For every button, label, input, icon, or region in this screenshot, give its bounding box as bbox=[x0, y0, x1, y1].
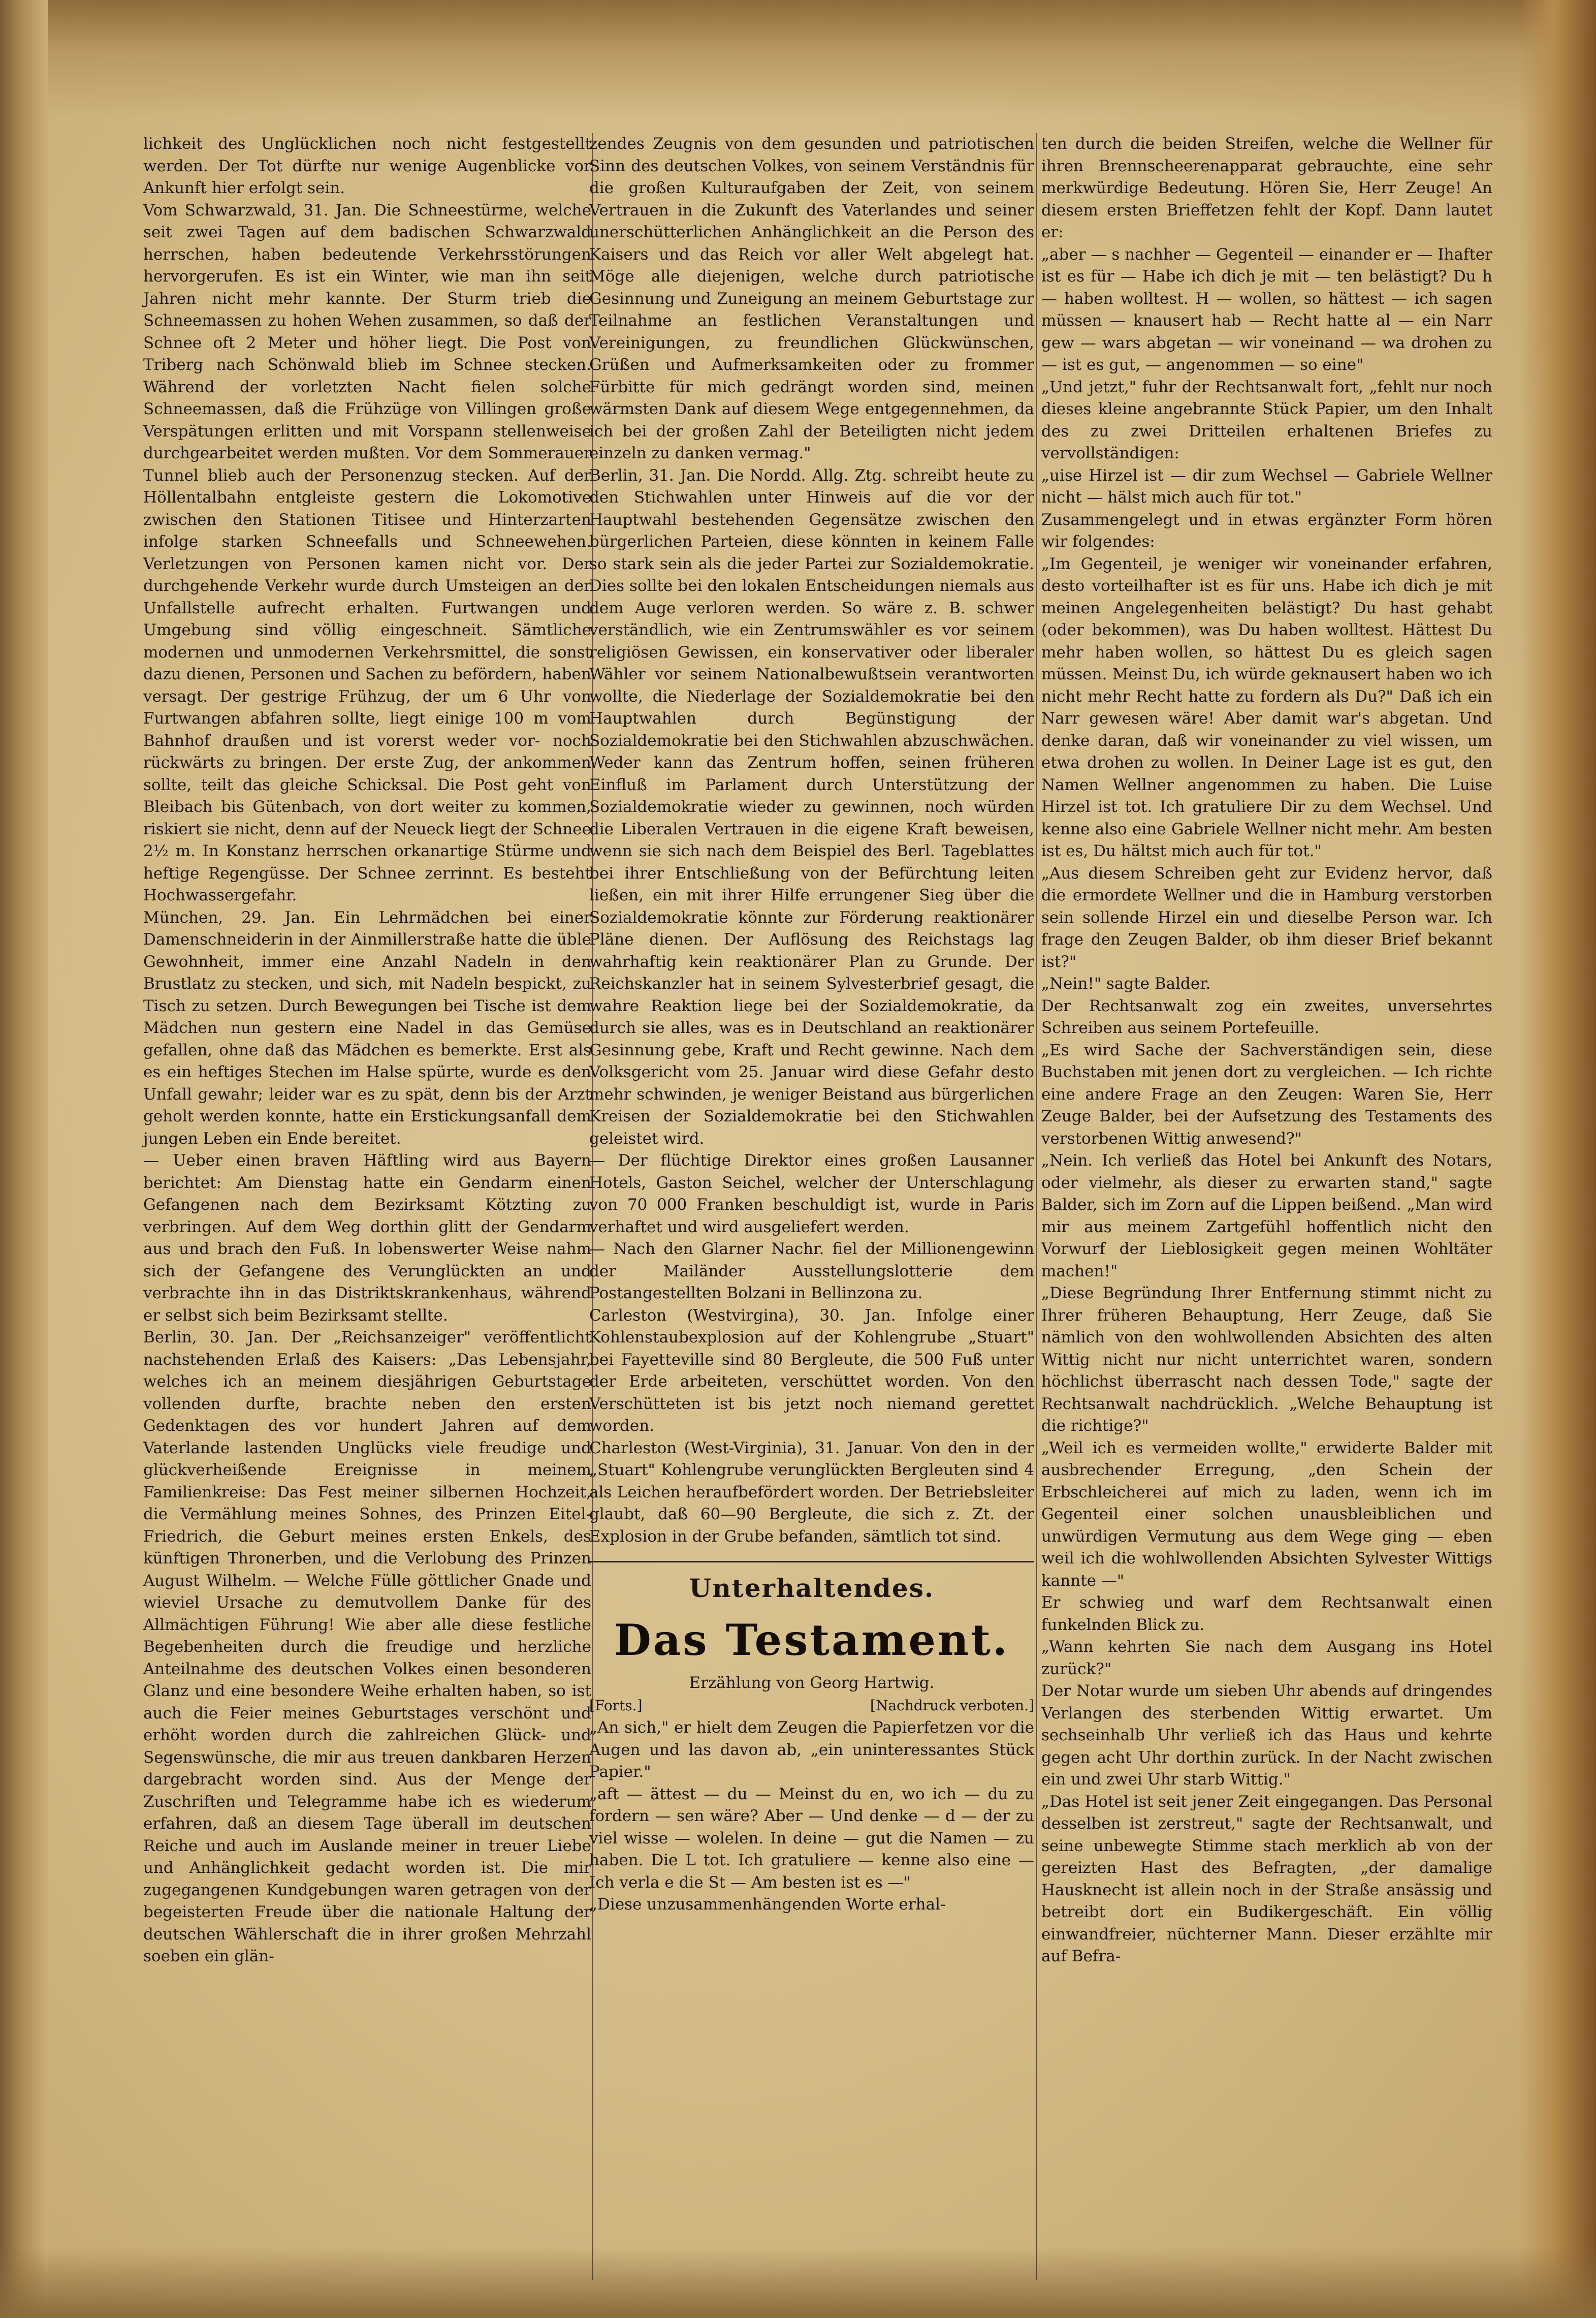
column-1 bbox=[143, 133, 591, 1968]
paragraph: „Nein. Ich verließ das Hotel bei Ankunft des Notars, oder vielmehr, als dieser zu erwarten stand," sagte Balder, sich im Zorn auf die Lippen beißend. „Man wird mir aus meinem Zartgefühl hoffentlich nicht den Vorwurf der Lieblosigkeit gegen meinen Wohltäter machen!" bbox=[1041, 1151, 1492, 1280]
paragraph: „aft — ättest — du — Meinst du en, wo ich — du zu fordern — sen wäre? Aber — Und denke — d — der zu viel wisse — wolelen. In deine — gut die Namen — zu haben. Die L tot. Ich gratuliere — kenne also eine — Ich verla e die St — Am besten ist es —" bbox=[589, 1784, 1034, 1892]
paragraph: „Weil ich es vermeiden wollte," erwiderte Balder mit ausbrechender Erregung, „den Schein der Erbschleicherei auf mich zu laden, wenn ich im Gegenteil einer solchen unausbleiblichen und unwürdigen Vermutung aus dem Wege ging — eben weil ich die wohlwollenden Absichten Sylvester Wittigs kannte —" bbox=[1041, 1438, 1492, 1590]
paragraph: — Ueber einen braven Häftling wird aus Bayern berichtet: Am Dienstag hatte ein Gendarm einen Gefangenen nach dem Bezirksamt Kötzting zu verbringen. Auf dem Weg dorthin glitt der Gendarm aus und brach den Fuß. In lobenswerter Weise nahm sich der Gefangene des Verunglückten an und verbrachte ihn in das Distriktskrankenhaus, während er selbst sich beim Bezirksamt stellte. bbox=[143, 1151, 591, 1325]
paragraph: Carleston (Westvirgina), 30. Jan. Infolge einer Kohlenstaubexplosion auf der Kohlengrube „Stuart" bei Fayetteville sind 80 Bergleute, die 500 Fuß unter der Erde arbeiteten, verschüttet worden. Von den Verschütteten ist bis jetzt noch niemand gerettet worden. bbox=[589, 1306, 1034, 1435]
paragraph: „Wann kehrten Sie nach dem Ausgang ins Hotel zurück?" bbox=[1041, 1638, 1492, 1678]
paragraph: „uise Hirzel ist — dir zum Wechsel — Gabriele Wellner nicht — hälst mich auch für tot." bbox=[1041, 466, 1492, 507]
section-heading: Unterhaltendes. bbox=[689, 1573, 935, 1603]
paragraph: Der Rechtsanwalt zog ein zweites, unversehrtes Schreiben aus seinem Portefeuille. bbox=[1041, 996, 1492, 1037]
paragraph: „Diese Begründung Ihrer Entfernung stimmt nicht zu Ihrer früheren Behauptung, Herr Zeuge, daß Sie nämlich von den wohlwollenden Absichten des alten Wittig nicht nur nicht unterrichtet waren, sondern höchlichst überrascht nach dessen Tode," sagte der Rechtsanwalt nachdrücklich. „Welche Behauptung ist die richtige?" bbox=[1041, 1284, 1492, 1435]
story-title: Das Testament. bbox=[614, 1615, 1010, 1665]
paragraph: „Im Gegenteil, je weniger wir voneinander erfahren, desto vorteilhafter ist es für uns. Habe ich dich je mit meinen Angelegenheiten belästigt? Du hast gehabt (oder bekommen), was Du haben wolltest. Hättest Du mehr haben wollen, so hättest Du es gleich sagen müssen. Meinst Du, ich würde geknausert haben wo ich nicht mehr Recht hatte zu fordern als Du?" Daß ich ein Narr gewesen wäre! Aber damit war's abgetan. Und denke daran, daß wir voneinander zu viel wissen, um etwa drohen zu wollen. In Deiner Lage ist es gut, den Namen Wellner angenommen zu haben. Die Luise Hirzel ist tot. Ich gratuliere Dir zu dem Wechsel. Und kenne also eine Gabriele Wellner nicht mehr. Am besten ist es, Du hältst mich auch für tot." bbox=[1041, 554, 1492, 860]
story-meta bbox=[589, 1695, 1034, 1717]
reprint-notice: [Nachdruck verboten.] bbox=[870, 1697, 1034, 1714]
column-3 bbox=[1041, 133, 1492, 1968]
paragraph: „Diese unzusammenhängenden Worte erhal- bbox=[589, 1895, 946, 1914]
paragraph: Der Notar wurde um sieben Uhr abends auf dringendes Verlangen des sterbenden Wittig erwartet. Um sechseinhalb Uhr verließ ich das Haus und kehrte gegen acht Uhr dorthin zurück. In der Nacht zwischen ein und zwei Uhr starb Wittig." bbox=[1041, 1682, 1492, 1789]
paragraph: zendes Zeugnis von dem gesunden und patriotischen Sinn des deutschen Volkes, von seinem Verständnis für die großen Kulturaufgaben der Zeit, von seinem Vertrauen in die Zukunft des Vaterlandes und seiner unerschütterlichen Anhänglichkeit an die Person des Kaisers und das Reich vor aller Welt abgelegt hat. Möge alle diejenigen, welche durch patriotische Gesinnung und Zuneigung an meinem Geburtstage zur Teilnahme an festlichen Veranstaltungen und Vereinigungen, zu freundlichen Glückwünschen, Grüßen und Aufmerksamkeiten oder zu frommer Fürbitte für mich gedrängt worden sind, meinen wärmsten Dank auf diesem Wege entgegennehmen, da ich bei der großen Zahl der Beteiligten nicht jedem einzeln zu danken vermag." bbox=[589, 135, 1034, 462]
paper-edge-right bbox=[1520, 0, 1596, 2318]
paragraph: Er schwieg und warf dem Rechtsanwalt einen funkelnden Blick zu. bbox=[1041, 1593, 1492, 1634]
paragraph: „Aus diesem Schreiben geht zur Evidenz hervor, daß die ermordete Wellner und die in Hamburg verstorben sein sollende Hirzel ein und dieselbe Person war. Ich frage den Zeugen Balder, ob ihm dieser Brief bekannt ist?" bbox=[1041, 864, 1492, 971]
column-2 bbox=[589, 133, 1034, 1916]
paragraph: „Das Hotel ist seit jener Zeit eingegangen. Das Personal desselben ist zerstreut," sagte der Rechtsanwalt, und seine unbewegte Stimme stach merklich ab von der gereizten Hast des Befragten, „der damalige Hausknecht ist allein noch in der Straße ansässig und betreibt dort ein Budikergeschäft. Ein völlig einwandfreier, nüchterner Mann. Dieser erzählte mir auf Befra- bbox=[1041, 1792, 1492, 1965]
paragraph: Vom Schwarzwald, 31. Jan. Die Schneestürme, welche seit zwei Tagen auf dem badischen Schwarzwald herrschen, haben bedeutende Verkehrsstörungen hervorgerufen. Es ist ein Winter, wie man ihn seit Jahren nicht mehr kannte. Der Sturm trieb die Schneemassen zu hohen Wehen zusammen, so daß der Schnee oft 2 Meter und höher liegt. Die Post von Triberg nach Schönwald blieb im Schnee stecken. Während der vorletzten Nacht fielen solche Schneemassen, daß die Frühzüge von Villingen große Verspätungen erlitten und mit Vorspann stellenweise durchgearbeitet werden mußten. Vor dem Sommerauer Tunnel blieb auch der Personenzug stecken. Auf der Höllentalbahn entgleiste gestern die Lokomotive zwischen den Stationen Titisee und Hinterzarten infolge starken Schneefalls und Schneewehen. Verletzungen von Personen kamen nicht vor. Der durchgehende Verkehr wurde durch Umsteigen an der Unfallstelle aufrecht erhalten. Furtwangen und Umgebung sind völlig eingeschneit. Sämtliche modernen und unmodernen Verkehrsmittel, die sonst dazu dienen, Personen und Sachen zu befördern, haben versagt. Der gestrige Frühzug, der um 6 Uhr von Furtwangen abfahren sollte, liegt einige 100 m vom Bahnhof draußen und ist vorerst weder vor- noch rückwärts zu bringen. Der erste Zug, der ankommen sollte, teilt das gleiche Schicksal. Die Post geht von Bleibach bis Gütenbach, von dort weiter zu kommen, riskiert sie nicht, denn auf der Neueck liegt der Schnee 2½ m. In Konstanz herrschen orkanartige Stürme und heftige Regengüsse. Der Schnee zerrinnt. Es besteht Hochwassergefahr. bbox=[143, 201, 591, 904]
continuation-note: [Forts.] bbox=[589, 1697, 643, 1714]
paragraph: Charleston (West-Virginia), 31. Januar. Von den in der „Stuart" Kohlengrube verunglückten Bergleuten sind 4 als Leichen heraufbefördert worden. Der Betriebsleiter glaubt, daß 60—90 Bergleute, die sich z. Zt. der Explosion in der Grube befanden, sämtlich tot sind. bbox=[589, 1438, 1034, 1546]
paragraph: lichkeit des Unglücklichen noch nicht festgestellt werden. Der Tot dürfte nur wenige Augenblicke vor Ankunft hier erfolgt sein. bbox=[143, 135, 591, 197]
paragraph: München, 29. Jan. Ein Lehrmädchen bei einer Damenschneiderin in der Ainmillerstraße hatte die üble Gewohnheit, immer eine Anzahl Nadeln in den Brustlatz zu stecken, und sich, mit Nadeln bespickt, zu Tisch zu setzen. Durch Bewegungen bei Tische ist dem Mädchen nun gestern eine Nadel in das Gemüse gefallen, ohne daß das Mädchen es bemerkte. Erst als es ein heftiges Stechen im Halse spürte, wurde es den Unfall gewahr; leider war es zu spät, denn bis der Arzt geholt werden konnte, hatte ein Erstickungsanfall dem jungen Leben ein Ende bereitet. bbox=[143, 908, 591, 1148]
paragraph: „aber — s nachher — Gegenteil — einander er — Ihafter ist es für — Habe ich dich je mit — ten belästigt? Du h — haben wolltest. H — wollen, so hättest — ich sagen müssen — knausert hab — Recht hatte al — ein Narr gew — wars abgetan — wir voneinand — wa drohen zu — ist es gut, — angenommen — so eine" bbox=[1041, 245, 1492, 374]
paper-edge-top bbox=[0, 0, 1596, 117]
paper-edge-bottom bbox=[0, 2247, 1596, 2318]
paragraph: Berlin, 31. Jan. Die Nordd. Allg. Ztg. schreibt heute zu den Stichwahlen unter Hinweis auf die vor der Hauptwahl bestehenden Gegensätze zwischen den bürgerlichen Parteien, diese könnten in keinem Falle so stark sein als die jeder Partei zur Sozialdemokratie. Dies sollte bei den lokalen Entscheidungen niemals aus dem Auge verloren werden. So wäre z. B. schwer verständlich, wie ein Zentrumswähler es vor seinem religiösen Gewissen, ein konservativer oder liberaler Wähler vor seinem Nationalbewußtsein verantworten wollte, die Niederlage der Sozialdemokratie bei den Hauptwahlen durch Begünstigung der Sozialdemokratie bei den Stichwahlen abzuschwächen. Weder kann das Zentrum hoffen, seinen früheren Einfluß im Parlament durch Unterstützung der Sozialdemokratie wieder zu gewinnen, noch würden die Liberalen Vertrauen in die eigene Kraft beweisen, wenn sie sich nach dem Beispiel des Berl. Tageblattes bei ihrer Entschließung von der Befürchtung leiten ließen, ein mit ihrer Hilfe errungener Sieg über die Sozialdemokratie könnte zur Förderung reaktionärer Pläne dienen. Der Auflösung des Reichstags lag wahrhaftig kein reaktionärer Plan zu Grunde. Der Reichskanzler hat in seinem Sylvesterbrief gesagt, die wahre Reaktion liege bei der Sozialdemokratie, da durch sie alles, was es in Deutschland an reaktionärer Gesinnung gebe, Kraft und Recht gewinne. Nach dem Volksgericht vom 25. Januar wird diese Gefahr desto mehr schwinden, je weniger Beistand aus bürgerlichen Kreisen der Sozialdemokratie bei den Stichwahlen geleistet wird. bbox=[589, 466, 1034, 1148]
paragraph: „Es wird Sache der Sachverständigen sein, diese Buchstaben mit jenen dort zu vergleichen. — Ich richte eine andere Frage an den Zeugen: Waren Sie, Herr Zeuge Balder, bei der Aufsetzung des Testaments des verstorbenen Wittig anwesend?" bbox=[1041, 1041, 1492, 1148]
paper-edge-left bbox=[0, 0, 48, 2318]
paragraph: ten durch die beiden Streifen, welche die Wellner für ihren Brennscheerenapparat gebrauchte, eine sehr merkwürdige Bedeutung. Hören Sie, Herr Zeuge! An diesem ersten Brieffetzen fehlt der Kopf. Dann lautet er: bbox=[1041, 135, 1492, 241]
paragraph: Berlin, 30. Jan. Der „Reichsanzeiger" veröffentlicht nachstehenden Erlaß des Kaisers: „Das Lebensjahr, welches ich an meinem diesjährigen Geburtstage vollenden durfte, brachte neben den ersten Gedenktagen des vor hundert Jahren auf dem Vaterlande lastenden Unglücks viele freudige und glückverheißende Ereignisse in meinem Familienkreise: Das Fest meiner silbernen Hochzeit, die Vermählung meines Sohnes, des Prinzen Eitel-Friedrich, die Geburt meines ersten Enkels, des künftigen Thronerben, und die Verlobung des Prinzen August Wilhelm. — Welche Fülle göttlicher Gnade und wieviel Ursache zu demutvollem Danke für des Allmächtigen Führung! Wie aber alle diese festliche Begebenheiten durch die freudige und herzliche Anteilnahme des deutschen Volkes einen besonderen Glanz und eine besondere Weihe erhalten haben, so ist auch die Feier meines Geburtstages verschönt und erhöht worden durch die zahlreichen Glück- und Segenswünsche, die mir aus treuen dankbaren Herzen dargebracht worden sind. Aus der Menge der Zuschriften und Telegramme habe ich es wiederum erfahren, daß an diesem Tage überall im deutschen Reiche und auch im Auslande meiner in treuer Liebe und Anhänglichkeit gedacht worden ist. Die mir zugegangenen Kundgebungen waren getragen von der begeisterten Freude über die nationale Haltung der deutschen Wählerschaft die in ihrer großen Mehrzahl soeben ein glän- bbox=[143, 1328, 591, 1965]
paragraph: „Nein!" sagte Balder. bbox=[1041, 975, 1211, 993]
feuilleton-section bbox=[589, 1561, 1034, 1916]
paragraph: — Nach den Glarner Nachr. fiel der Millionengewinn der Mailänder Ausstellungslotterie dem Postangestellten Bolzani in Bellinzona zu. bbox=[589, 1240, 1034, 1302]
story-byline: Erzählung von Georg Hartwig. bbox=[689, 1674, 935, 1692]
paragraph: „Und jetzt," fuhr der Rechtsanwalt fort, „fehlt nur noch dieses kleine angebrannte Stück Papier, um den Inhalt des zu zwei Dritteilen erhaltenen Briefes zu vervollständigen: bbox=[1041, 378, 1492, 462]
paragraph: — Der flüchtige Direktor eines großen Lausanner Hotels, Gaston Seichel, welcher der Unterschlagung von 70 000 Franken beschuldigt ist, wurde in Paris verhaftet und wird ausgeliefert werden. bbox=[589, 1151, 1034, 1236]
paragraph: „An sich," er hielt dem Zeugen die Papierfetzen vor die Augen und las davon ab, „ein uninteressantes Stück Papier." bbox=[589, 1718, 1034, 1781]
column-rule bbox=[1036, 133, 1037, 2280]
paragraph: Zusammengelegt und in etwas ergänzter Form hören wir folgendes: bbox=[1041, 510, 1492, 551]
